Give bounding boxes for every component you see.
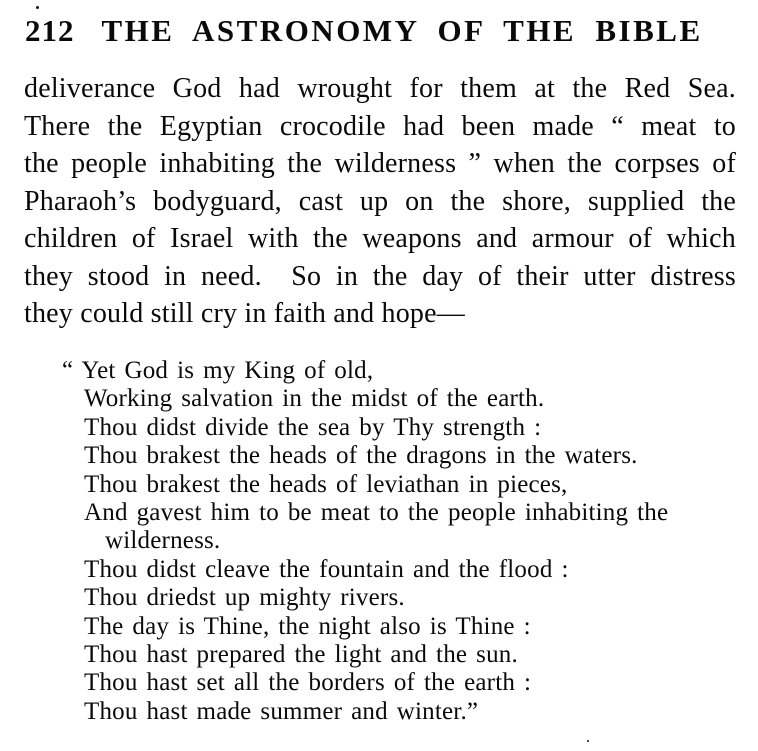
page-header: [25, 13, 738, 49]
scan-speck: [587, 740, 589, 742]
scan-speck: [36, 6, 39, 9]
poem-line: The day is Thine, the night also is Thine :: [84, 612, 531, 640]
poem-line: “ Yet God is my King of old,: [62, 357, 374, 384]
poem-line: And gavest him to be meat to the people inhabiting the: [84, 499, 669, 527]
poem-line: Thou hast set all the borders of the earth :: [84, 669, 532, 697]
body-paragraph: [24, 70, 736, 333]
poem-line: Thou brakest the heads of leviathan in pieces,: [84, 470, 568, 498]
page-number: 212: [25, 13, 75, 48]
poem-line: Thou didst cleave the fountain and the flood :: [84, 555, 569, 583]
running-title: THE ASTRONOMY OF THE BIBLE: [101, 13, 703, 48]
paragraph-line: deliverance God had wrought for them at the Red Sea.: [24, 73, 736, 104]
poem-line: Thou driedst up mighty rivers.: [84, 584, 405, 612]
poem-quote-block: [62, 357, 744, 726]
poem-line: Thou didst divide the sea by Thy strength :: [84, 413, 542, 441]
paragraph-line: Pharaoh’s bodyguard, cast up on the shore, supplied the: [24, 185, 736, 217]
paragraph-line: they could still cry in faith and hope—: [24, 298, 465, 329]
paragraph-line: There the Egyptian crocodile had been made “ meat to: [24, 110, 736, 142]
poem-line-continuation: wilderness.: [105, 527, 221, 555]
poem-line: Thou brakest the heads of the dragons in the waters.: [84, 442, 638, 470]
paragraph-line: the people inhabiting the wilderness ” when the corpses of: [24, 148, 736, 179]
poem-line: Thou hast made summer and winter.”: [84, 697, 479, 725]
poem-line: Working salvation in the midst of the earth.: [84, 385, 545, 413]
paragraph-line: children of Israel with the weapons and armour of which: [24, 223, 736, 254]
poem-line: Thou hast prepared the light and the sun.: [84, 641, 518, 669]
paragraph-line: they stood in need. So in the day of their utter distress: [24, 260, 736, 292]
